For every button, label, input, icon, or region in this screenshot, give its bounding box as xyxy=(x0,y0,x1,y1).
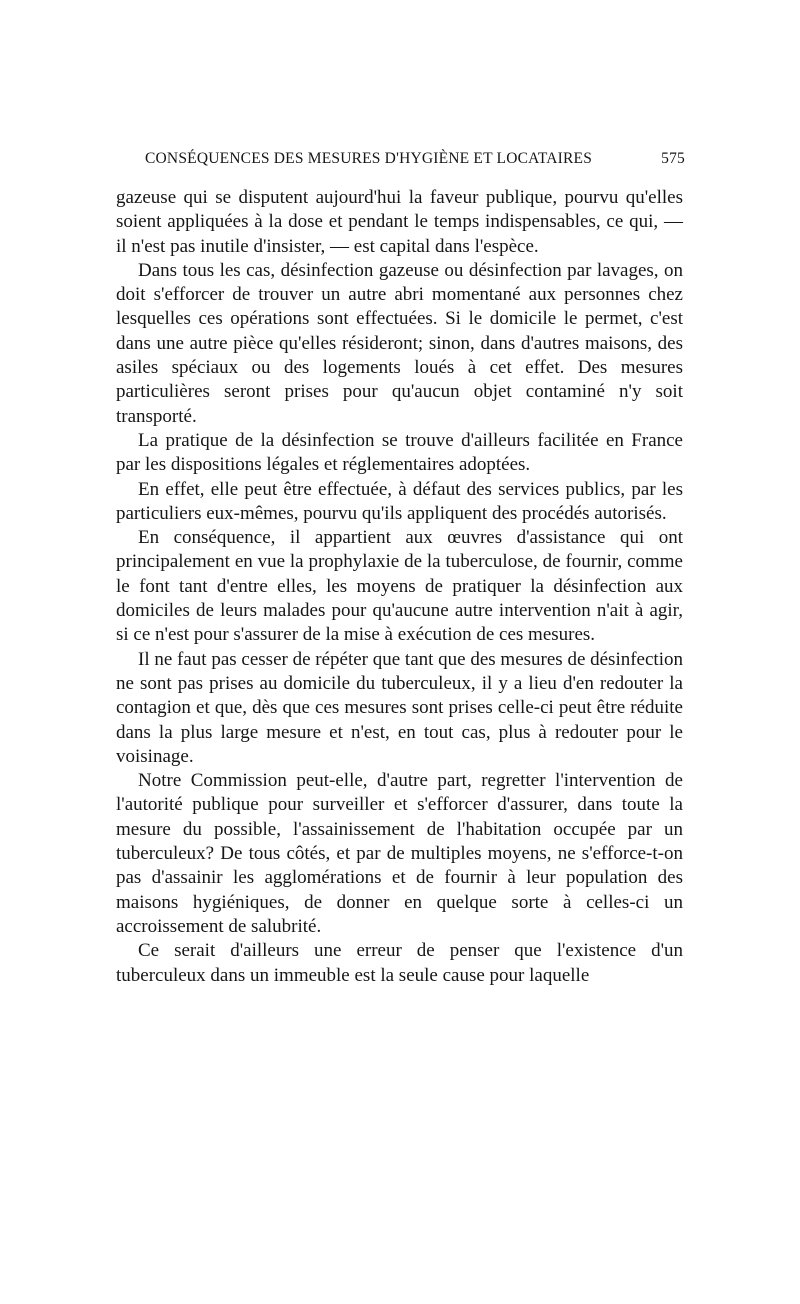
paragraph: La pratique de la désinfection se trouve d'ailleurs facilitée en France par les dispositions légales et réglementaires adoptées. xyxy=(116,429,683,476)
running-head xyxy=(145,150,685,172)
running-title: CONSÉQUENCES DES MESURES D'HYGIÈNE ET LOCATAIRES xyxy=(145,150,593,167)
paragraph: Dans tous les cas, désinfection gazeuse ou désinfection par lavages, on doit s'efforcer de trouver un autre abri momentané aux personnes chez lesquelles ces opérations sont effectuées. Si le domicile le permet, c'est dans une autre pièce qu'elles résideront; sinon, dans d'autres maisons, des asiles spéciaux ou des logements loués à cet effet. Des mesures particulières seront prises pour qu'aucun objet contaminé n'y soit transporté. xyxy=(116,259,683,427)
page-number: 575 xyxy=(661,150,685,167)
paragraph: En effet, elle peut être effectuée, à défaut des services publics, par les particuliers eux-mêmes, pourvu qu'ils appliquent des procédés autorisés. xyxy=(116,478,683,524)
paragraph: Ce serait d'ailleurs une erreur de penser que l'existence d'un tuberculeux dans un immeuble est la seule cause pour laquelle xyxy=(116,940,683,986)
paragraph: Notre Commission peut-elle, d'autre part, regretter l'intervention de l'autorité publique pour surveiller et s'efforcer d'assurer, dans toute la mesure du possible, l'assainissement de l'habitation occupée par un tuberculeux? De tous côtés, et par de multiples moyens, ne s'efforce-t-on pas d'assainir les agglomérations et de fournir à leur population des maisons hygiéniques, de donner en quelque sorte à celles-ci un accroissement de salubrité. xyxy=(116,770,683,937)
paragraph-continued: gazeuse qui se disputent aujourd'hui la faveur publique, pourvu qu'elles soient appliquées à la dose et pendant le temps indispensables, ce qui, — il n'est pas inutile d'insister, — est capital dans l'espèce. xyxy=(116,187,683,257)
paragraph: Il ne faut pas cesser de répéter que tant que des mesures de désinfection ne sont pas prises au domicile du tuberculeux, il y a lieu d'en redouter la contagion et que, dès que ces mesures sont prises celle-ci peut être réduite dans la plus large mesure et n'est, en tout cas, plus à redouter pour le voisinage. xyxy=(116,648,683,767)
body-text xyxy=(116,186,683,988)
paragraph: En conséquence, il appartient aux œuvres d'assistance qui ont principalement en vue la prophylaxie de la tuberculose, de fournir, comme le font tant d'entre elles, les moyens de pratiquer la désinfection aux domiciles de leurs malades pour qu'aucune autre intervention n'ait à agir, si ce n'est pour s'assurer de la mise à exécution de ces mesures. xyxy=(116,527,683,646)
